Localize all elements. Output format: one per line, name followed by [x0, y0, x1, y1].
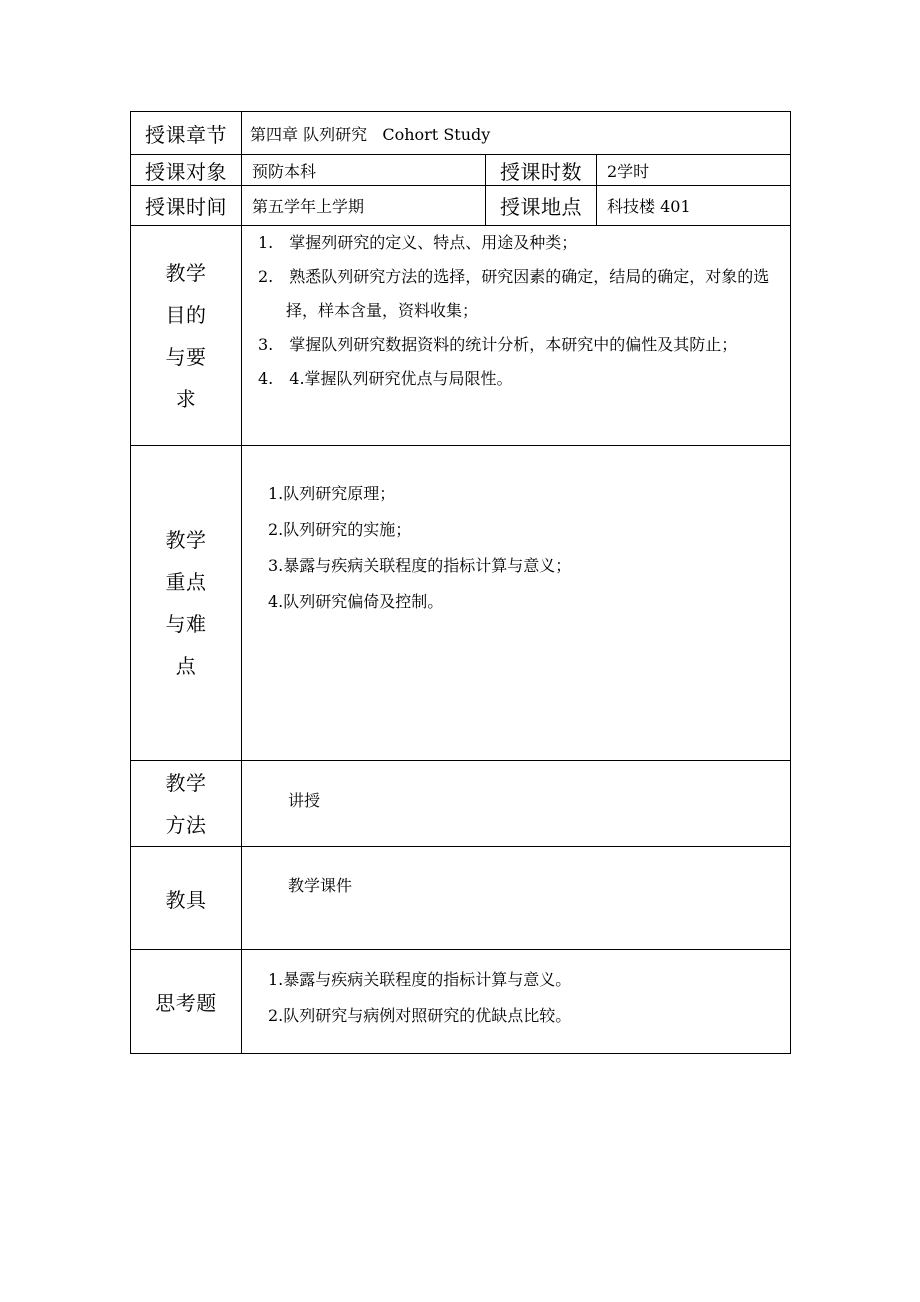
list-item: 3. 掌握队列研究数据资料的统计分析，本研究中的偏性及其防止；: [258, 335, 738, 354]
method-label-line: 教学: [165, 770, 207, 795]
list-item: 1.队列研究原理；: [268, 484, 396, 503]
list-item: 4.队列研究偏倚及控制。: [268, 592, 444, 611]
list-item: 1. 掌握列研究的定义、特点、用途及种类；: [258, 233, 578, 252]
objectives-content: [242, 226, 791, 446]
key-points-label: [131, 446, 242, 761]
key-points-content: [242, 446, 791, 761]
list-item: 2.队列研究与病例对照研究的优缺点比较。: [268, 1005, 572, 1025]
key-points-list: [268, 476, 790, 620]
questions-label: 思考题: [131, 950, 242, 1054]
key-points-label-line: 点: [175, 654, 197, 678]
key-points-label-line: 与难: [165, 612, 207, 636]
row-method: [131, 761, 791, 847]
method-value: 讲授: [242, 761, 791, 847]
tools-label: 教具: [131, 847, 242, 950]
audience-label: 授课对象: [131, 155, 242, 186]
questions-list: [268, 962, 790, 1034]
objectives-list: [242, 226, 780, 396]
time-value: 第五学年上学期: [242, 186, 486, 226]
chapter-label: 授课章节: [131, 112, 242, 155]
objectives-label-line: 与要: [165, 344, 207, 369]
lesson-plan-sheet: [130, 111, 790, 1054]
time-label: 授课时间: [131, 186, 242, 226]
tools-value: 教学课件: [242, 847, 791, 950]
row-objectives: [131, 226, 791, 446]
row-audience: [131, 155, 791, 186]
lesson-plan-table: [130, 111, 791, 1054]
hours-value: 2学时: [597, 155, 791, 186]
objectives-label-line: 目的: [165, 302, 207, 327]
list-item: 2.队列研究的实施；: [268, 520, 412, 539]
list-item: 1.暴露与疾病关联程度的指标计算与意义。: [268, 969, 572, 989]
questions-content: [242, 950, 791, 1054]
key-points-label-line: 教学: [165, 528, 207, 552]
objectives-label-line: 教学: [165, 260, 207, 285]
objectives-label: [131, 226, 242, 446]
method-label: [131, 761, 242, 847]
hours-label: 授课时数: [486, 155, 597, 186]
row-chapter: [131, 112, 791, 155]
place-label: 授课地点: [486, 186, 597, 226]
method-label-line: 方法: [165, 812, 207, 837]
list-item: 3.暴露与疾病关联程度的指标计算与意义；: [268, 556, 572, 575]
list-item: 4. 4.掌握队列研究优点与局限性。: [258, 369, 513, 388]
list-item: 2. 熟悉队列研究方法的选择，研究因素的确定，结局的确定，对象的选择，样本含量，资料收集；: [258, 267, 770, 320]
audience-value: 预防本科: [242, 155, 486, 186]
key-points-label-line: 重点: [165, 570, 207, 594]
row-questions: [131, 950, 791, 1054]
row-key-points: [131, 446, 791, 761]
objectives-label-line: 求: [175, 386, 197, 411]
chapter-value: 第四章 队列研究 Cohort Study: [242, 112, 791, 155]
place-value: 科技楼 401: [597, 186, 791, 226]
row-time: [131, 186, 791, 226]
row-tools: [131, 847, 791, 950]
